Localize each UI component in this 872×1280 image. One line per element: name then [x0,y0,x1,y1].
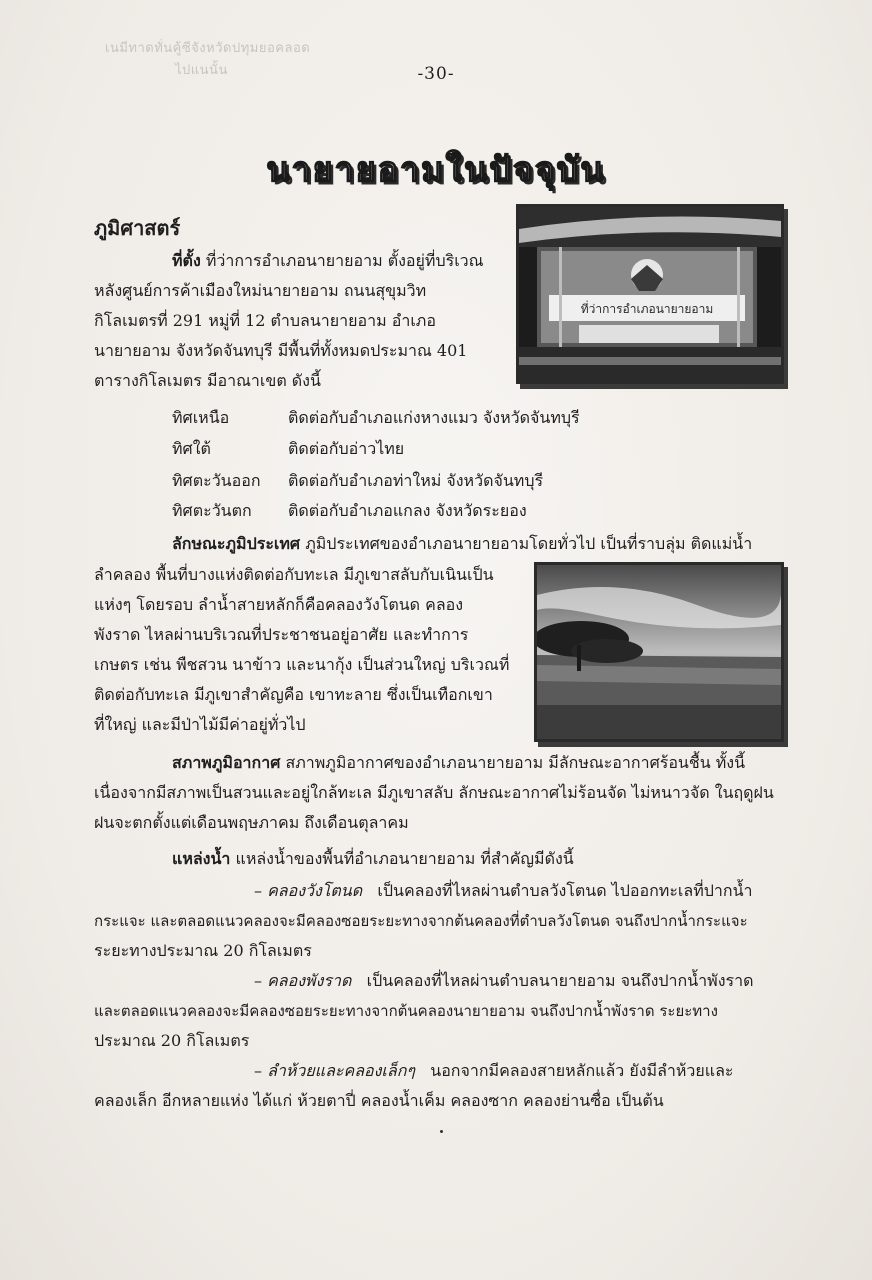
climate-text: สภาพภูมิอากาศของอำเภอนายายอาม มีลักษณะอากาศร้อนชื้น ทั้งนี้ [285,753,746,772]
direction-name: ทิศเหนือ [172,408,230,427]
terrain-paragraph [94,560,514,740]
boundary-east [172,466,772,496]
water-label: แหล่งน้ำ [172,849,231,868]
district-office-image [519,207,781,381]
water-intro-text: แหล่งน้ำของพื้นที่อำเภอนายายอาม ที่สำคัญมีดังนี้ [235,849,574,868]
water-item-line: ระยะทางประมาณ 20 กิโลเมตร [94,941,312,960]
water-item-streams: – ลำห้วยและคลองเล็กๆ นอกจากมีคลองสายหลักแล้ว ยังมีลำห้วยและ คลองเล็ก อีกหลายแห่ง ได้แก่ ห้วยตาปี่ คลองน้ำเค็ม คลองซาก คลองย่านซื่อ เป็นต้น [94,1056,794,1116]
terrain-line: เกษตร เช่น พืชสวน นาข้าว และนากุ้ง เป็นส่วนใหญ่ บริเวณที่ [94,655,510,674]
terrain-line: ลำคลอง พื้นที่บางแห่งติดต่อกับทะเล มีภูเขาสลับกับเนินเป็น [94,565,494,584]
landscape-photo [534,562,784,742]
water-item-name: ลำห้วยและคลองเล็กๆ [267,1061,415,1080]
water-item-name: คลองวังโตนด [267,881,363,900]
water-item-text: นอกจากมีคลองสายหลักแล้ว ยังมีลำห้วยและ [430,1061,734,1080]
water-item-text: เป็นคลองที่ไหลผ่านตำบลนายายอาม จนถึงปากน้ำพังราด [366,971,754,990]
terrain-label: ลักษณะภูมิประเทศ [172,534,301,553]
sign-text: ที่ว่าการอำเภอนายายอาม [580,302,714,316]
water-item-line: และตลอดแนวคลองจะมีคลองซอยระยะทางจากต้นคลองนายายอาม จนถึงปากน้ำพังราด ระยะทาง [94,1002,718,1020]
boundary-west [172,496,772,526]
location-line: ที่ว่าการอำเภอนายายอาม ตั้งอยู่ที่บริเวณ [205,251,484,270]
location-line: นายายอาม จังหวัดจันทบุรี มีพื้นที่ทั้งหมดประมาณ 401 [94,341,468,360]
location-line: หลังศูนย์การค้าเมืองใหม่นายายอาม ถนนสุขุมวิท [94,281,427,300]
location-line: ตารางกิโลเมตร มีอาณาเขต ดังนี้ [94,371,321,390]
faded-stamp-line: ไปแนนั้น [175,63,228,78]
water-intro [94,844,794,874]
page-number: -30- [417,64,455,84]
direction-desc: ติดต่อกับอำเภอแก่งหางแมว จังหวัดจันทบุรี [288,408,580,427]
terrain-line: แห่งๆ โดยรอบ ลำน้ำสายหลักก็คือคลองวังโตนด คลอง [94,595,464,614]
direction-desc: ติดต่อกับอำเภอแกลง จังหวัดระยอง [288,501,527,520]
water-item-line: ประมาณ 20 กิโลเมตร [94,1031,250,1050]
climate-label: สภาพภูมิอากาศ [172,753,281,772]
direction-name: ทิศใต้ [172,439,211,458]
water-item-name: คลองพังราด [267,971,352,990]
direction-name: ทิศตะวันออก [172,471,261,490]
boundary-south [172,434,772,464]
water-item-line: กระแจะ และตลอดแนวคลองจะมีคลองซอยระยะทางจากต้นคลองที่ตำบลวังโตนด จนถึงปากน้ำกระแจะ [94,912,748,930]
climate-line: เนื่องจากมีสภาพเป็นสวนและอยู่ใกล้ทะเล มีภูเขาสลับ ลักษณะอากาศไม่ร้อนจัด ไม่หนาวจัด ในฤดูฝน [94,783,774,802]
terrain-first-line [94,529,794,559]
location-paragraph [94,246,504,396]
boundary-north [172,403,772,433]
water-item-phangrat: – คลองพังราด เป็นคลองที่ไหลผ่านตำบลนายายอาม จนถึงปากน้ำพังราด และตลอดแนวคลองจะมีคลองซอยระยะทางจากต้นคลองนายายอาม จนถึงปากน้ำพังราด ระยะทาง ประมาณ 20 กิโลเมตร [94,966,794,1056]
climate-paragraph [94,748,794,838]
water-item-text: เป็นคลองที่ไหลผ่านตำบลวังโตนด ไปออกทะเลที่ปากน้ำ [377,881,753,900]
district-office-photo [516,204,784,384]
water-item-wangtanot: – คลองวังโตนด เป็นคลองที่ไหลผ่านตำบลวังโตนด ไปออกทะเลที่ปากน้ำ กระแจะ และตลอดแนวคลองจะมีคลองซอยระยะทางจากต้นคลองที่ตำบลวังโตนด จนถึงปากน้ำกระแจะ ระยะทางประมาณ 20 กิโลเมตร [94,876,794,966]
faded-stamp-line: เนมีทาดทั่นคู้ซีจังหวัดปทุมยอคลอด [105,41,311,56]
section-heading-geography: ภูมิศาสตร์ [94,216,181,240]
terrain-text: ภูมิประเทศของอำเภอนายายอามโดยทั่วไป เป็นที่ราบลุ่ม ติดแม่น้ำ [305,534,753,553]
location-line: กิโลเมตรที่ 291 หมู่ที่ 12 ตำบลนายายอาม อำเภอ [94,311,436,330]
location-label: ที่ตั้ง [172,251,201,270]
water-item-line: คลองเล็ก อีกหลายแห่ง ได้แก่ ห้วยตาปี่ คลองน้ำเค็ม คลองซาก คลองย่านซื่อ เป็นต้น [94,1091,664,1110]
direction-name: ทิศตะวันตก [172,501,252,520]
landscape-image [537,565,781,739]
direction-desc: ติดต่อกับอ่าวไทย [288,439,405,458]
ink-speck [440,1130,443,1133]
page-title: นายายอามในปัจจุบัน [266,150,606,190]
terrain-line: พังราด ไหลผ่านบริเวณที่ประชาชนอยู่อาศัย และทำการ [94,625,469,644]
terrain-line: ติดต่อกับทะเล มีภูเขาสำคัญคือ เขาทะลาย ซึ่งเป็นเทือกเขา [94,685,493,704]
direction-desc: ติดต่อกับอำเภอท่าใหม่ จังหวัดจันทบุรี [288,471,544,490]
climate-line: ฝนจะตกตั้งแต่เดือนพฤษภาคม ถึงเดือนตุลาคม [94,813,409,832]
terrain-line: ที่ใหญ่ และมีป่าไม้มีค่าอยู่ทั่วไป [94,715,306,734]
